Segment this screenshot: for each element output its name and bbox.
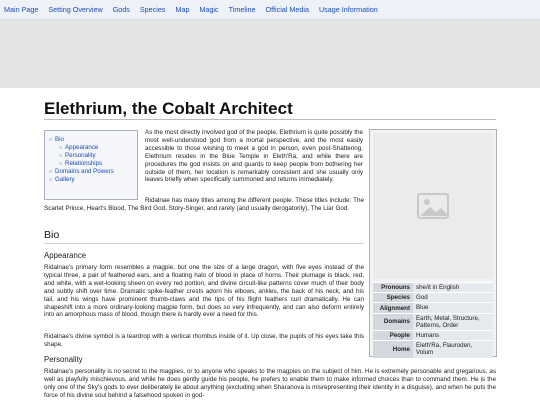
infobox-label: Domains [373,314,413,330]
appearance-paragraph: Ridalnae's primary form resembles a magpie, but one the size of a large dragon, with five eyes instead of the typical three, a pair of feathered ears, and a floating halo of blood in place of horns. Their plumage is black, red, and white, with a wet-looking sheen on every red portion, and divine circuit-like patterns cover much of their body and subtly shift over time. Dramatic spike-feather crests adorn his elbows, ankles, the back of his neck, and his tail, and his wings have prominent thumb-claws and the tips of his flight feathers curl dramatically. He can shapeshift into a more ordinary-looking magpie form, but does so very infrequently, and can also deform entirely into an amorphous mass of blood, though there is hardly ever a need for this. [44,264,364,319]
infobox-value: God [413,293,493,302]
toc-bio[interactable]: ○ Bio [49,136,133,144]
nav-magic[interactable]: Magic [199,5,219,14]
infobox-row-people [373,330,493,340]
divine-symbol-paragraph: Ridalnae's divine symbol is a teardrop with a vertical rhombus inside of it. Up close, the pupils of his eyes take this shape. [44,333,364,348]
nav-species[interactable]: Species [139,5,166,14]
infobox-row-alignment [373,302,493,312]
infobox-row-species [373,292,493,302]
bio-divider [44,243,364,244]
infobox-row-domains [373,313,493,330]
appearance-heading: Appearance [44,251,87,260]
nav-main-page[interactable]: Main Page [4,5,39,14]
infobox-label: Species [373,293,413,302]
titles-paragraph: Ridalnae has many titles among the different people. These titles include: The Scarlet Prince, Heart's Blood, The Bird God, Story-Singer, and rarely (and usually derogatorily), The Liar God. [44,197,364,212]
toc-personality[interactable]: ○ Personality [49,152,133,160]
toc-appearance[interactable]: ○ Appearance [49,144,133,152]
personality-paragraph: Ridalnae's personality is no secret to the magpies, or to anyone who speaks to the magpies on the subject of him. He is extremely personable and gregarious, as well as playfully mischievous, and while he does gently guide his people, he prefers to enable them to make informed choices than to command them. He is the only one of the Sky's gods to ever deliberately lie about anything (excluding when Sharanova is misrepresenting their identity in a disguise), and when he puts the force of his divine soul behind a falsehood spoken in god- [44,368,496,399]
infobox-label: Alignment [373,303,413,312]
nav-timeline[interactable]: Timeline [228,5,256,14]
infobox-value: Blue [413,303,493,312]
nav-official-media[interactable]: Official Media [265,5,309,14]
portrait-image-placeholder [373,133,493,279]
top-navigation [0,0,540,20]
infobox-row-pronouns [373,282,493,292]
header-banner [0,20,540,88]
infobox-label: Home [373,341,413,357]
nav-setting-overview[interactable]: Setting Overview [48,5,103,14]
infobox-row-home [373,340,493,357]
title-divider [44,119,496,120]
toc-domains-and-powers[interactable]: ○ Domains and Powers [49,168,133,176]
toc-relationships[interactable]: ○ Relationships [49,160,133,168]
intro-paragraph: As the most directly involved god of the people, Elethrium is quite possibly the most well-understood god from a mortal perspective, and the most easily accessible to those wishing to meet a god in person, even post-Shattering. Elethrium resides in the Blue Temple in Eleth'Ra, and while there are procedures the god insists on and guards to keep people from bothering her outside of them, her location is remarkably consistent and she usually only leaves briefly when specifically summoned and returns immediately. [145,129,363,184]
infobox-value: Eleth'Ra, Flauroden, Volum [413,341,493,357]
infobox-label: Pronouns [373,283,413,292]
personality-heading: Personality [44,355,83,364]
infobox-table [373,282,493,358]
toc-gallery[interactable]: ○ Gallery [49,176,133,184]
infobox-value: she/it in English [413,283,493,292]
nav-usage-information[interactable]: Usage Information [318,5,378,14]
nav-map[interactable]: Map [175,5,190,14]
infobox-value: Humans [413,331,493,340]
infobox [369,129,497,357]
page-title: Elethrium, the Cobalt Architect [44,99,293,118]
table-of-contents [44,130,138,200]
image-placeholder-icon [416,192,450,220]
infobox-value: Earth, Metal, Structure, Patterns, Order [413,314,493,330]
infobox-label: People [373,331,413,340]
bio-heading: Bio [44,229,60,241]
nav-gods[interactable]: Gods [112,5,130,14]
